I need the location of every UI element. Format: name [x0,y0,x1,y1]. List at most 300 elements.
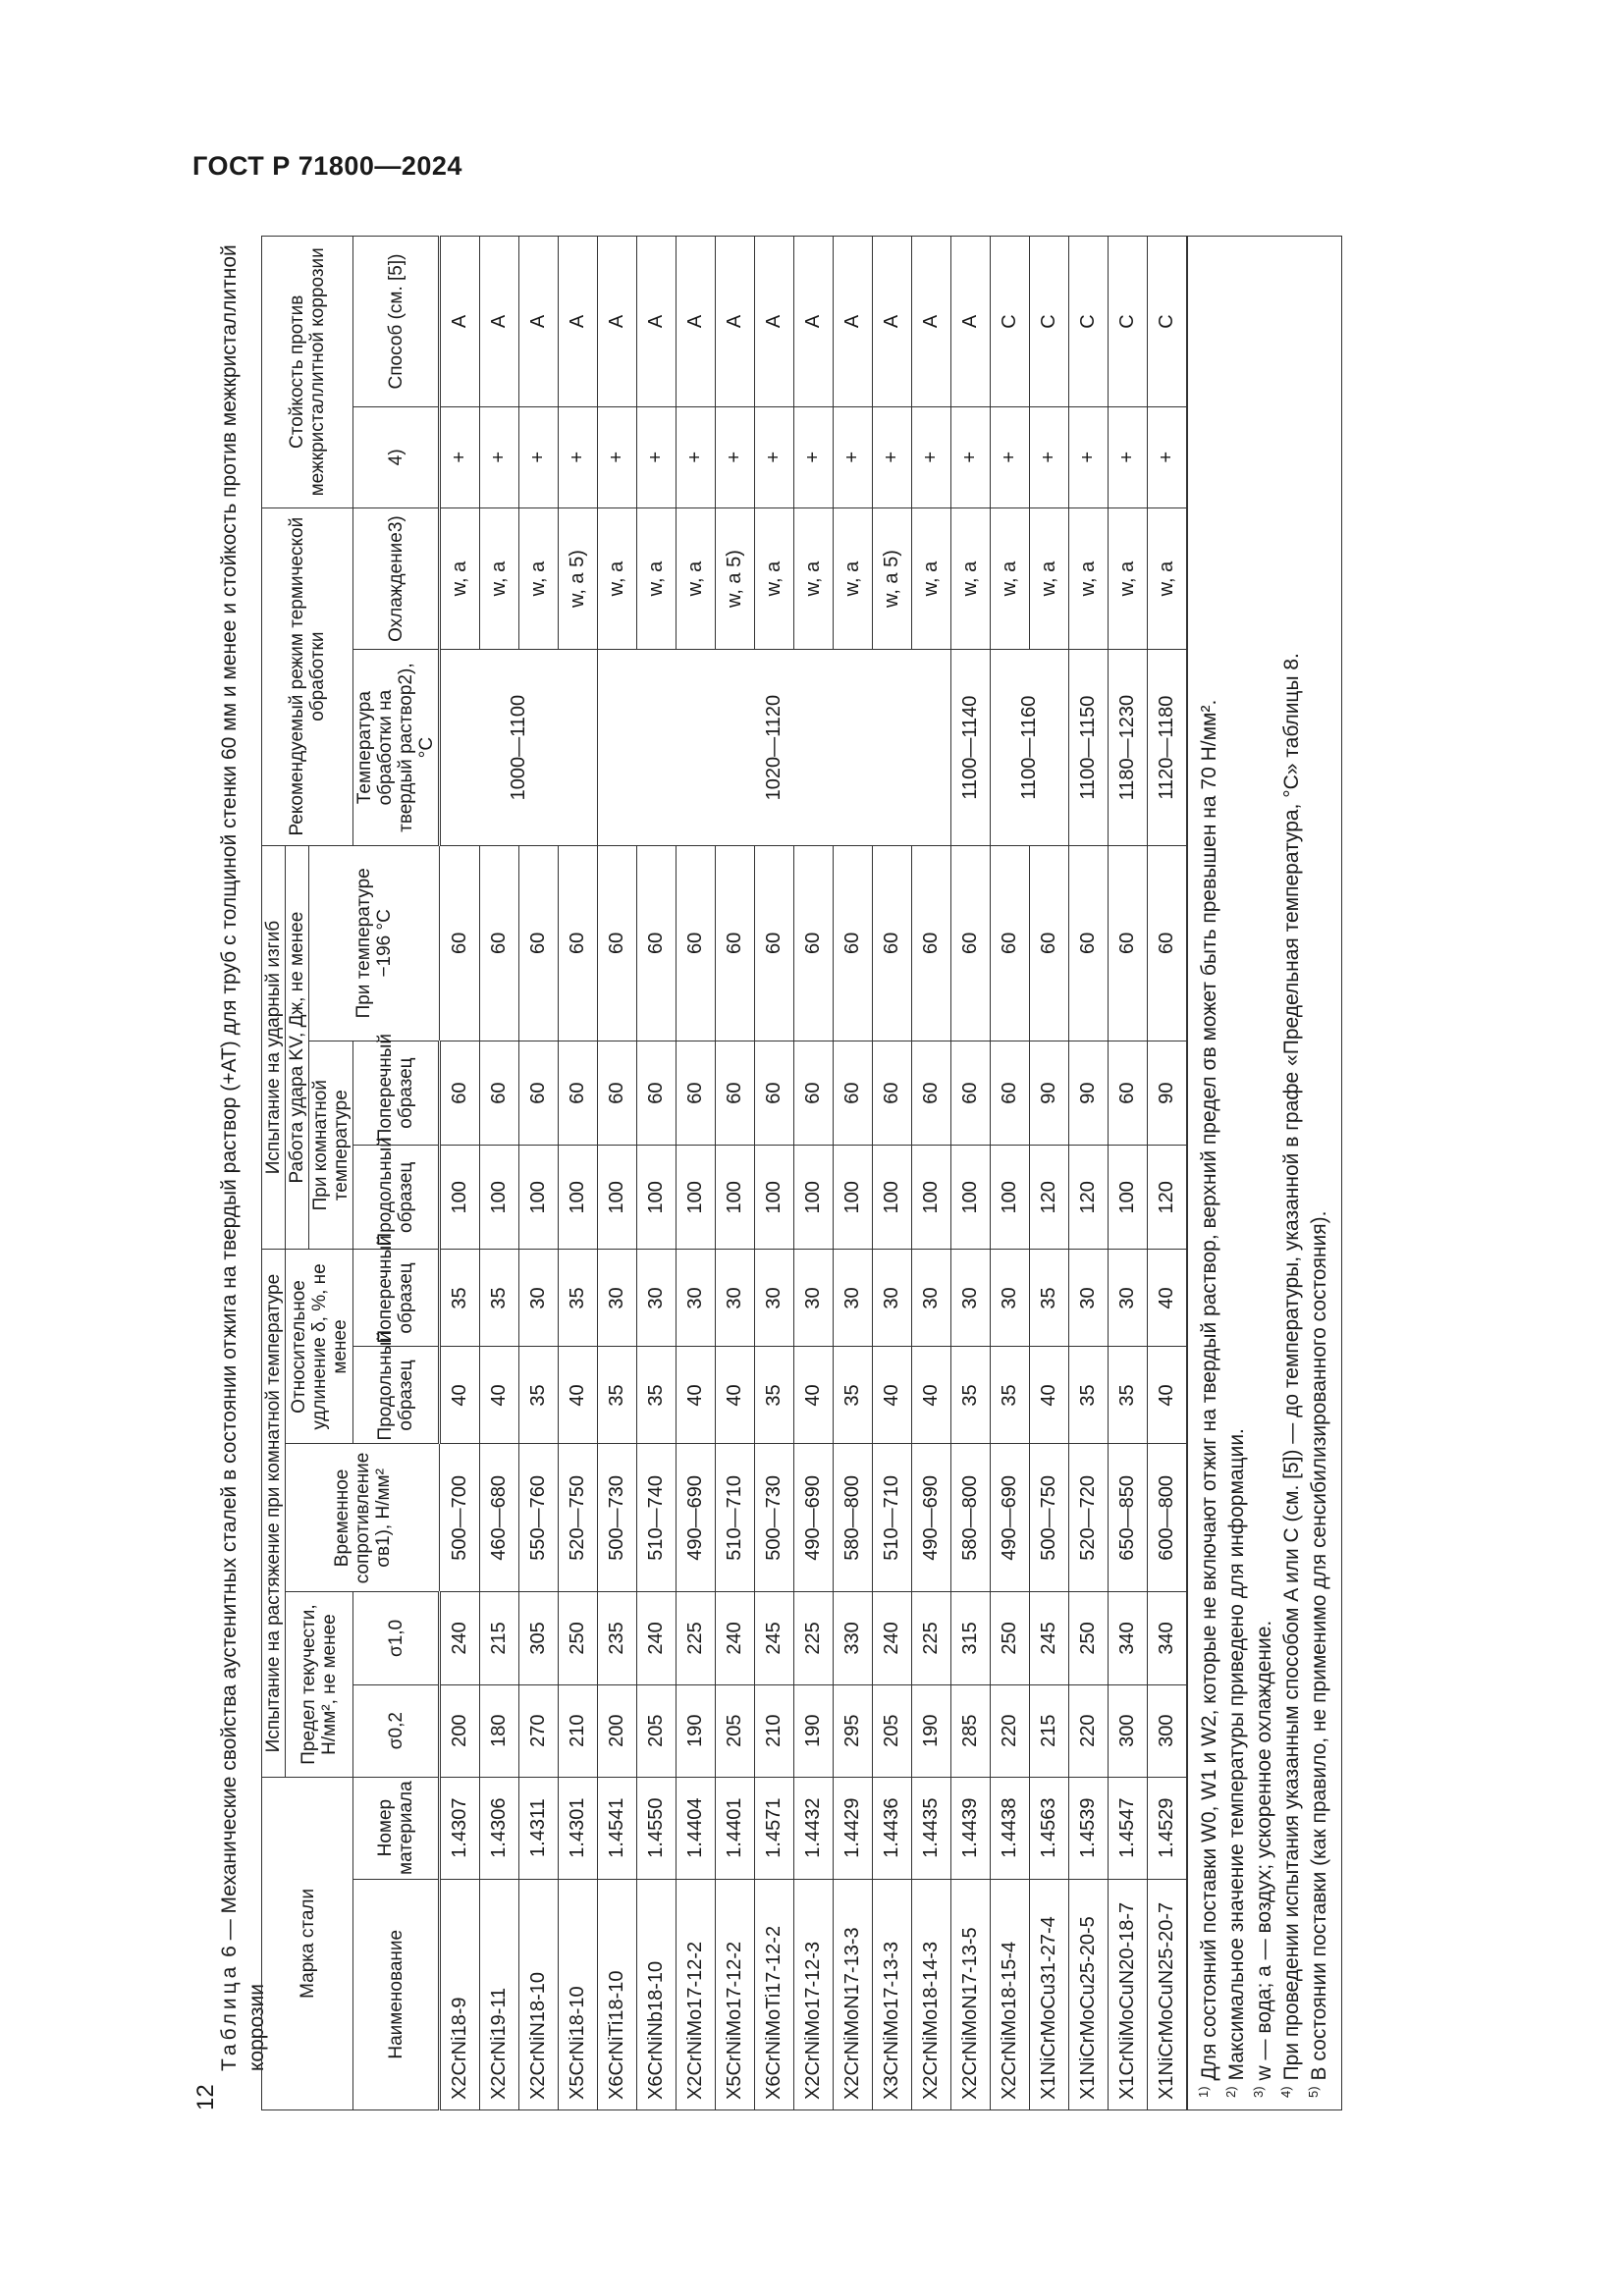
cell-heat-temp: 1100—1160 [991,650,1069,845]
header-ic-note: 4) [353,406,440,507]
cell-impact-cold: 60 [951,845,991,1041]
cell-impact-cold: 60 [873,845,912,1041]
cell-ic-method: C [991,237,1030,407]
cell-sigma-02: 210 [559,1684,598,1777]
footnote-text: В состоянии поставки (как правило, не применимо для сенсибилизированного состояния). [1308,1210,1330,2081]
cell-steel-name: X2CrNiMoN17-13-3 [834,1879,873,2109]
cell-cooling: w, a [1069,507,1109,650]
table-row [716,237,755,2110]
cell-tensile-strength: 490—690 [677,1444,716,1592]
cell-elong-trans: 30 [755,1250,794,1347]
cell-elong-trans: 35 [440,1250,480,1347]
cell-material-number: 1.4550 [637,1777,677,1879]
cell-material-number: 1.4432 [794,1777,834,1879]
cell-ic-method: C [1069,237,1109,407]
cell-steel-name: X1CrNiMoCuN20-18-7 [1109,1879,1148,2109]
cell-impact-cold: 60 [716,845,755,1041]
cell-ic-resistance: + [677,406,716,507]
header-heat-temp: Температура обработки на твердый раствор2), °С [353,650,440,845]
footnote-mark: 1) [1196,2086,1211,2098]
cell-impact-trans: 90 [1069,1041,1109,1145]
cell-elong-long: 40 [559,1347,598,1444]
header-material-number: Номер материала [353,1777,440,1879]
cell-elong-trans: 30 [951,1250,991,1347]
cell-sigma-02: 190 [794,1684,834,1777]
footnote-text: w — вода; a — воздух; ускоренное охлаждение. [1253,1620,1275,2081]
cell-sigma-10: 305 [519,1592,559,1684]
cell-sigma-10: 225 [794,1592,834,1684]
cell-sigma-02: 215 [1030,1684,1069,1777]
cell-elong-trans: 30 [637,1250,677,1347]
footnote [1251,248,1278,2098]
cell-impact-trans: 60 [755,1041,794,1145]
cell-heat-temp: 1180—1230 [1109,650,1148,845]
caption-text: 6 — Механические свойства аустенитных сталей в состоянии отжига на твердый раствор (+AT) для труб с толщиной стенки 60 мм и менее и стойкость против межкристаллитной коррозии [218,244,268,2071]
cell-steel-name: X6CrNiNb18-10 [637,1879,677,2109]
cell-sigma-10: 250 [1069,1592,1109,1684]
footnote-text: Максимальное значение температуры приведено для информации. [1225,1428,1248,2081]
cell-sigma-10: 315 [951,1592,991,1684]
cell-sigma-02: 270 [519,1684,559,1777]
cell-ic-method: A [951,237,991,407]
cell-ic-method: A [480,237,519,407]
cell-material-number: 1.4401 [716,1777,755,1879]
cell-elong-long: 35 [1069,1347,1109,1444]
cell-sigma-02: 300 [1148,1684,1188,1777]
standard-header: ГОСТ Р 71800—2024 [192,151,462,181]
cell-impact-trans: 60 [912,1041,951,1145]
cell-impact-trans: 60 [637,1041,677,1145]
cell-steel-name: X2CrNi18-9 [440,1879,480,2109]
cell-cooling: w, a [480,507,519,650]
table-row [440,237,480,2110]
cell-impact-long: 100 [677,1146,716,1250]
cell-ic-resistance: + [912,406,951,507]
cell-impact-cold: 60 [1030,845,1069,1041]
cell-ic-method: A [755,237,794,407]
header-impact-group: Испытание на ударный изгиб [262,845,286,1250]
cell-impact-long: 100 [951,1146,991,1250]
cell-steel-name: X2CrNi19-11 [480,1879,519,2109]
cell-impact-trans: 60 [991,1041,1030,1145]
cell-ic-method: A [873,237,912,407]
cell-ic-resistance: + [716,406,755,507]
header-yield: Предел текучести, Н/мм², не менее [286,1592,353,1777]
footnote-mark: 2) [1223,2086,1238,2098]
cell-ic-resistance: + [637,406,677,507]
cell-impact-cold: 60 [677,845,716,1041]
cell-material-number: 1.4439 [951,1777,991,1879]
cell-material-number: 1.4435 [912,1777,951,1879]
cell-impact-cold: 60 [991,845,1030,1041]
cell-impact-trans: 60 [716,1041,755,1145]
footnote [1223,248,1251,2098]
footnote-mark: 3) [1251,2086,1266,2098]
cell-ic-resistance: + [794,406,834,507]
cell-cooling: w, a [1030,507,1069,650]
cell-elong-trans: 30 [519,1250,559,1347]
cell-ic-method: C [1148,237,1188,407]
cell-impact-cold: 60 [1069,845,1109,1041]
cell-sigma-02: 205 [716,1684,755,1777]
cell-elong-trans: 40 [1148,1250,1188,1347]
cell-tensile-strength: 580—800 [834,1444,873,1592]
cell-cooling: w, a 5) [559,507,598,650]
header-elong-long: Продольный образец [353,1347,440,1444]
cell-steel-name: X1NiCrMoCu31-27-4 [1030,1879,1069,2109]
cell-impact-long: 100 [519,1146,559,1250]
cell-steel-name: X6CrNiTi18-10 [598,1879,637,2109]
cell-steel-name: X1NiCrMoCu25-20-5 [1069,1879,1109,2109]
cell-sigma-10: 330 [834,1592,873,1684]
cell-elong-trans: 30 [991,1250,1030,1347]
cell-sigma-10: 340 [1109,1592,1148,1684]
cell-impact-cold: 60 [480,845,519,1041]
cell-impact-cold: 60 [1148,845,1188,1041]
cell-impact-long: 120 [1030,1146,1069,1250]
table-row [598,237,637,2110]
header-impact-trans: Поперечный образец [353,1041,440,1145]
cell-sigma-10: 250 [991,1592,1030,1684]
cell-impact-long: 100 [559,1146,598,1250]
cell-impact-long: 120 [1148,1146,1188,1250]
cell-ic-method: A [519,237,559,407]
header-method: Способ (см. [5]) [353,237,440,407]
cell-heat-temp: 1100—1140 [951,650,991,845]
cell-steel-name: X1NiCrMoCuN25-20-7 [1148,1879,1188,2109]
table-row [912,237,951,2110]
cell-sigma-10: 250 [559,1592,598,1684]
cell-sigma-02: 190 [677,1684,716,1777]
cell-ic-resistance: + [559,406,598,507]
cell-elong-long: 35 [834,1347,873,1444]
header-sigma-10: σ1,0 [353,1592,440,1684]
cell-elong-trans: 35 [1030,1250,1069,1347]
cell-sigma-10: 245 [1030,1592,1069,1684]
cell-impact-long: 100 [991,1146,1030,1250]
cell-tensile-strength: 650—850 [1109,1444,1148,1592]
cell-impact-cold: 60 [794,845,834,1041]
cell-material-number: 1.4429 [834,1777,873,1879]
cell-elong-trans: 30 [716,1250,755,1347]
cell-material-number: 1.4563 [1030,1777,1069,1879]
header-heat-group: Рекомендуемый режим термической обработки [262,507,353,845]
cell-sigma-10: 240 [440,1592,480,1684]
cell-steel-name: X3CrNiMo17-13-3 [873,1879,912,2109]
caption-label: Таблица [218,1962,241,2071]
cell-impact-trans: 60 [677,1041,716,1145]
cell-impact-long: 100 [716,1146,755,1250]
cell-elong-long: 40 [480,1347,519,1444]
cell-elong-long: 35 [951,1347,991,1444]
cell-impact-trans: 60 [834,1041,873,1145]
cell-sigma-10: 225 [677,1592,716,1684]
cell-impact-cold: 60 [834,845,873,1041]
cell-cooling: w, a [991,507,1030,650]
cell-sigma-02: 285 [951,1684,991,1777]
cell-cooling: w, a [912,507,951,650]
cell-elong-trans: 30 [1109,1250,1148,1347]
cell-ic-method: A [440,237,480,407]
cell-cooling: w, a [1109,507,1148,650]
footnote-text: При проведении испытания указанным способом A или C (см. [5]) — до температуры, указанной в графе «Предельная температура, °С» таблицы 8. [1280,653,1303,2081]
cell-cooling: w, a [834,507,873,650]
cell-elong-long: 40 [912,1347,951,1444]
header-name: Наименование [353,1879,440,2109]
cell-impact-long: 100 [834,1146,873,1250]
cell-cooling: w, a 5) [716,507,755,650]
cell-ic-resistance: + [951,406,991,507]
cell-sigma-10: 340 [1148,1592,1188,1684]
table-row [991,237,1030,2110]
cell-tensile-strength: 580—800 [951,1444,991,1592]
cell-impact-trans: 60 [873,1041,912,1145]
cell-tensile-strength: 500—750 [1030,1444,1069,1592]
cell-ic-resistance: + [440,406,480,507]
cell-ic-resistance: + [755,406,794,507]
cell-impact-trans: 60 [951,1041,991,1145]
cell-impact-long: 100 [480,1146,519,1250]
table-notes [1187,237,1342,2110]
cell-steel-name: X2CrNiN18-10 [519,1879,559,2109]
table-row [519,237,559,2110]
table-row [951,237,991,2110]
cell-impact-trans: 90 [1030,1041,1069,1145]
cell-impact-trans: 60 [480,1041,519,1145]
cell-sigma-10: 245 [755,1592,794,1684]
cell-ic-resistance: + [598,406,637,507]
cell-sigma-02: 190 [912,1684,951,1777]
cell-elong-trans: 35 [559,1250,598,1347]
cell-elong-long: 40 [1030,1347,1069,1444]
page-number: 12 [192,2084,219,2110]
header-cooling: Охлаждение3) [353,507,440,650]
cell-impact-long: 100 [440,1146,480,1250]
cell-material-number: 1.4539 [1069,1777,1109,1879]
header-elongation: Относительное удлинение δ, %, не менее [286,1250,353,1444]
cell-impact-cold: 60 [519,845,559,1041]
footnote [1306,248,1333,2098]
cell-steel-name: X2CrNiMo18-14-3 [912,1879,951,2109]
cell-heat-temp: 1000—1100 [440,650,598,845]
header-ic-group: Стойкость против межкристаллитной коррозии [262,237,353,508]
cell-steel-name: X5CrNi18-10 [559,1879,598,2109]
footnote-mark: 5) [1306,2086,1321,2098]
cell-impact-trans: 60 [1109,1041,1148,1145]
cell-heat-temp: 1120—1180 [1148,650,1188,845]
cell-tensile-strength: 520—720 [1069,1444,1109,1592]
cell-ic-resistance: + [519,406,559,507]
cell-impact-long: 120 [1069,1146,1109,1250]
footnote [1278,248,1306,2098]
cell-cooling: w, a [519,507,559,650]
header-tensile-strength: Временное сопротивление σв1), Н/мм² [286,1444,440,1592]
header-steel-grade: Марка стали [262,1777,353,2109]
cell-material-number: 1.4307 [440,1777,480,1879]
table-row [794,237,834,2110]
cell-ic-method: A [912,237,951,407]
table-row [834,237,873,2110]
cell-tensile-strength: 500—730 [598,1444,637,1592]
cell-sigma-02: 200 [440,1684,480,1777]
cell-ic-resistance: + [991,406,1030,507]
cell-sigma-10: 240 [716,1592,755,1684]
cell-elong-long: 35 [519,1347,559,1444]
cell-impact-cold: 60 [598,845,637,1041]
cell-tensile-strength: 500—700 [440,1444,480,1592]
cell-elong-long: 35 [991,1347,1030,1444]
cell-ic-resistance: + [1109,406,1148,507]
cell-cooling: w, a 5) [873,507,912,650]
cell-ic-resistance: + [480,406,519,507]
cell-tensile-strength: 600—800 [1148,1444,1188,1592]
cell-ic-resistance: + [834,406,873,507]
cell-elong-long: 40 [1148,1347,1188,1444]
table-row [1109,237,1148,2110]
cell-ic-method: C [1109,237,1148,407]
cell-cooling: w, a [637,507,677,650]
cell-impact-long: 100 [755,1146,794,1250]
footnote-mark: 4) [1278,2086,1293,2098]
table-row [755,237,794,2110]
cell-elong-long: 35 [755,1347,794,1444]
cell-steel-name: X6CrNiMoTi17-12-2 [755,1879,794,2109]
cell-ic-method: A [559,237,598,407]
cell-ic-method: A [794,237,834,407]
cell-elong-trans: 30 [912,1250,951,1347]
cell-sigma-02: 205 [873,1684,912,1777]
cell-steel-name: X2CrNiMoN17-13-5 [951,1879,991,2109]
cell-impact-trans: 60 [559,1041,598,1145]
cell-elong-long: 35 [1109,1347,1148,1444]
cell-material-number: 1.4529 [1148,1777,1188,1879]
table-row [1069,237,1109,2110]
cell-sigma-10: 225 [912,1592,951,1684]
cell-tensile-strength: 460—680 [480,1444,519,1592]
cell-ic-method: A [834,237,873,407]
cell-impact-cold: 60 [912,845,951,1041]
cell-sigma-02: 180 [480,1684,519,1777]
cell-ic-method: A [637,237,677,407]
cell-heat-temp: 1020—1120 [598,650,951,845]
cell-elong-long: 40 [716,1347,755,1444]
cell-ic-method: A [716,237,755,407]
cell-ic-resistance: + [1069,406,1109,507]
cell-sigma-10: 240 [873,1592,912,1684]
cell-impact-trans: 60 [440,1041,480,1145]
header-cold-temp: При температуре −196 °С [309,845,440,1041]
properties-table [261,236,1342,2110]
cell-elong-trans: 30 [873,1250,912,1347]
cell-elong-trans: 30 [598,1250,637,1347]
cell-ic-resistance: + [1148,406,1188,507]
cell-tensile-strength: 510—710 [873,1444,912,1592]
cell-sigma-02: 300 [1109,1684,1148,1777]
cell-sigma-10: 240 [637,1592,677,1684]
cell-tensile-strength: 550—760 [519,1444,559,1592]
cell-cooling: w, a [951,507,991,650]
cell-elong-trans: 30 [677,1250,716,1347]
cell-material-number: 1.4311 [519,1777,559,1879]
table-row [1148,237,1188,2110]
cell-sigma-02: 220 [1069,1684,1109,1777]
cell-heat-temp: 1100—1150 [1069,650,1109,845]
cell-cooling: w, a [794,507,834,650]
cell-material-number: 1.4541 [598,1777,637,1879]
cell-sigma-02: 220 [991,1684,1030,1777]
cell-impact-cold: 60 [755,845,794,1041]
cell-ic-resistance: + [873,406,912,507]
cell-impact-long: 100 [598,1146,637,1250]
cell-material-number: 1.4571 [755,1777,794,1879]
cell-impact-trans: 60 [598,1041,637,1145]
cell-impact-long: 100 [637,1146,677,1250]
cell-tensile-strength: 510—740 [637,1444,677,1592]
table-row [677,237,716,2110]
cell-impact-trans: 60 [794,1041,834,1145]
cell-elong-long: 35 [637,1347,677,1444]
cell-impact-cold: 60 [1109,845,1148,1041]
cell-impact-long: 100 [794,1146,834,1250]
cell-tensile-strength: 490—690 [912,1444,951,1592]
cell-material-number: 1.4436 [873,1777,912,1879]
cell-impact-long: 100 [912,1146,951,1250]
cell-elong-trans: 30 [1069,1250,1109,1347]
cell-ic-method: A [677,237,716,407]
table-row [480,237,519,2110]
cell-cooling: w, a [598,507,637,650]
cell-tensile-strength: 500—730 [755,1444,794,1592]
table-body [440,237,1188,2110]
cell-cooling: w, a [440,507,480,650]
cell-ic-method: C [1030,237,1069,407]
cell-sigma-10: 215 [480,1592,519,1684]
cell-sigma-02: 295 [834,1684,873,1777]
cell-sigma-10: 235 [598,1592,637,1684]
table-row [873,237,912,2110]
cell-impact-long: 100 [1109,1146,1148,1250]
cell-elong-trans: 35 [480,1250,519,1347]
rotated-table-area [192,231,1489,2110]
cell-elong-long: 40 [873,1347,912,1444]
cell-elong-long: 40 [794,1347,834,1444]
cell-material-number: 1.4547 [1109,1777,1148,1879]
cell-ic-method: A [598,237,637,407]
cell-elong-long: 40 [440,1347,480,1444]
header-tensile-group: Испытание на растяжение при комнатной температуре [262,1250,286,1777]
cell-steel-name: X5CrNiMo17-12-2 [716,1879,755,2109]
cell-material-number: 1.4301 [559,1777,598,1879]
cell-steel-name: X2CrNiMo17-12-3 [794,1879,834,2109]
cell-tensile-strength: 490—690 [991,1444,1030,1592]
cell-cooling: w, a [755,507,794,650]
header-impact-long: Продольный образец [353,1146,440,1250]
cell-impact-cold: 60 [637,845,677,1041]
cell-impact-cold: 60 [559,845,598,1041]
footnote [1196,248,1223,2098]
cell-ic-resistance: + [1030,406,1069,507]
cell-material-number: 1.4438 [991,1777,1030,1879]
header-impact-work: Работа удара KV, Дж, не менее [286,845,309,1250]
footnote-text: Для состояний поставки W0, W1 и W2, которые не включают отжиг на твердый раствор, верхний предел σв может быть превышен на 70 Н/мм². [1198,699,1220,2081]
table-row [1030,237,1069,2110]
cell-sigma-02: 205 [637,1684,677,1777]
cell-elong-trans: 30 [794,1250,834,1347]
cell-impact-cold: 60 [440,845,480,1041]
cell-impact-long: 100 [873,1146,912,1250]
header-room-temp: При комнатной температуре [309,1041,353,1250]
cell-steel-name: X2CrNiMo18-15-4 [991,1879,1030,2109]
